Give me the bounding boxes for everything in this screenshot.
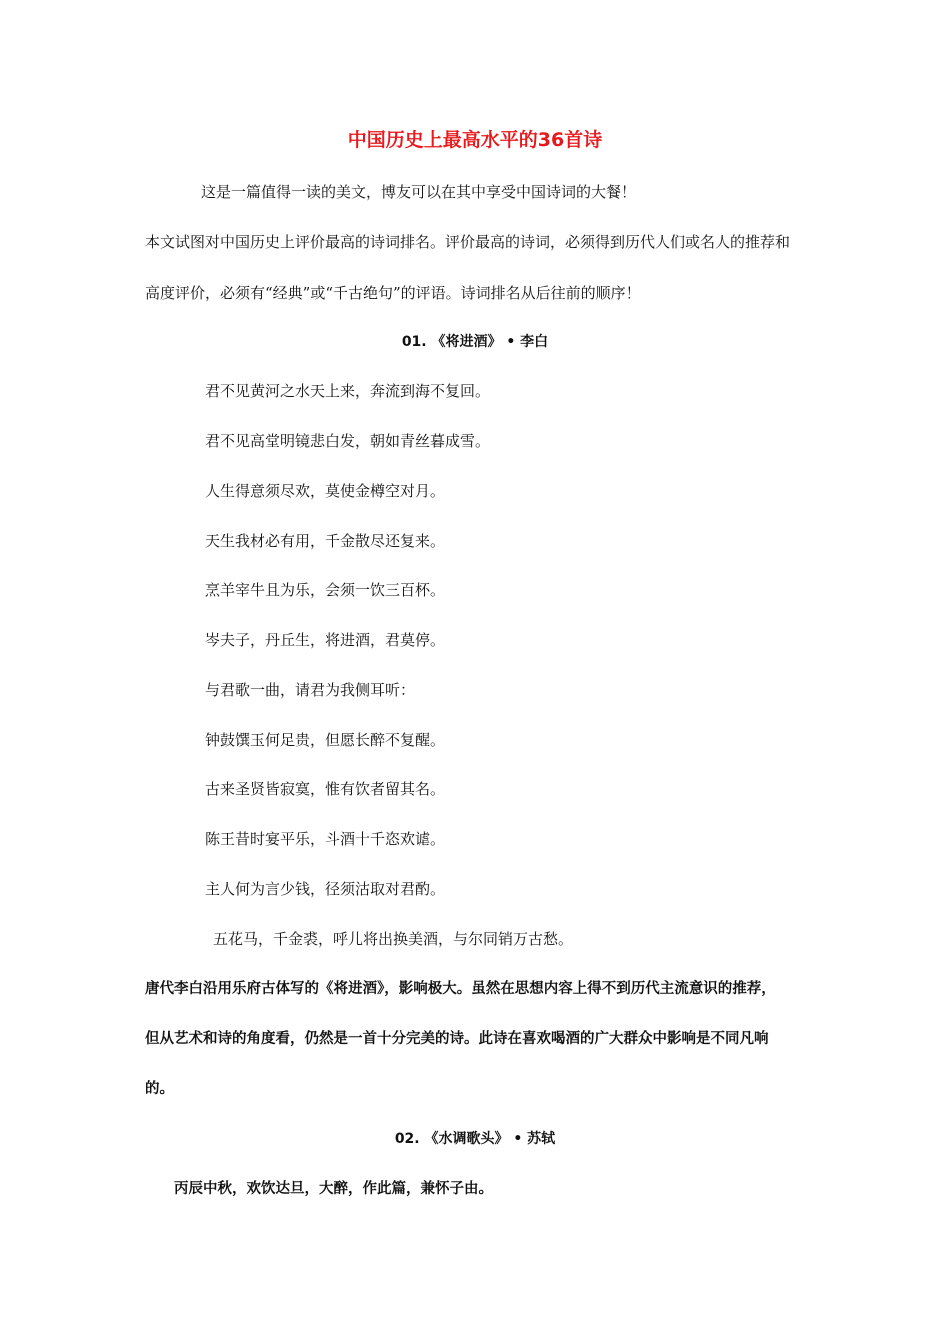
poem-line: 君不见黄河之水天上来，奔流到海不复回。	[205, 382, 491, 400]
poem-line: 主人何为言少钱，径须沽取对君酌。	[205, 880, 446, 898]
intro-line-3: 高度评价，必须有“经典”或“千古绝句”的评语。诗词排名从后往前的顺序！	[145, 284, 641, 302]
poem2-heading: 02. 《水调歌头》 • 苏轼	[394, 1131, 556, 1147]
page-title: 中国历史上最高水平的36首诗	[347, 129, 603, 151]
poem-line: 五花马，千金裘，呼儿将出换美酒，与尔同销万古愁。	[213, 930, 574, 948]
commentary-line: 的。	[145, 1081, 174, 1097]
intro-line-1: 这是一篇值得一读的美文，博友可以在其中享受中国诗词的大餐！	[201, 183, 637, 201]
poem-line: 与君歌一曲，请君为我侧耳听：	[205, 681, 416, 699]
poem-line: 天生我材必有用，千金散尽还复来。	[205, 532, 446, 550]
commentary-line: 但从艺术和诗的角度看，仍然是一首十分完美的诗。此诗在喜欢喝酒的广大群众中影响是不同凡响	[145, 1031, 769, 1047]
intro-line-2: 本文试图对中国历史上评价最高的诗词排名。评价最高的诗词，必须得到历代人们或名人的推荐和	[145, 233, 791, 251]
poem-line: 钟鼓馔玉何足贵，但愿长醉不复醒。	[205, 731, 446, 749]
commentary-line: 唐代李白沿用乐府古体写的《将进酒》，影响极大。虽然在思想内容上得不到历代主流意识的推荐，	[145, 981, 776, 997]
poem-line: 岑夫子，丹丘生，将进酒，君莫停。	[205, 631, 446, 649]
poem-line: 古来圣贤皆寂寞，惟有饮者留其名。	[205, 780, 446, 798]
poem-line: 人生得意须尽欢，莫使金樽空对月。	[205, 482, 446, 500]
poem-line: 陈王昔时宴平乐，斗酒十千恣欢谑。	[205, 830, 446, 848]
poem-line: 君不见高堂明镜悲白发，朝如青丝暮成雪。	[205, 432, 491, 450]
poem-line: 烹羊宰牛且为乐，会须一饮三百杯。	[205, 581, 446, 599]
poem1-heading: 01. 《将进酒》 • 李白	[401, 334, 549, 350]
poem2-preface: 丙辰中秋，欢饮达旦，大醉，作此篇，兼怀子由。	[174, 1181, 493, 1197]
